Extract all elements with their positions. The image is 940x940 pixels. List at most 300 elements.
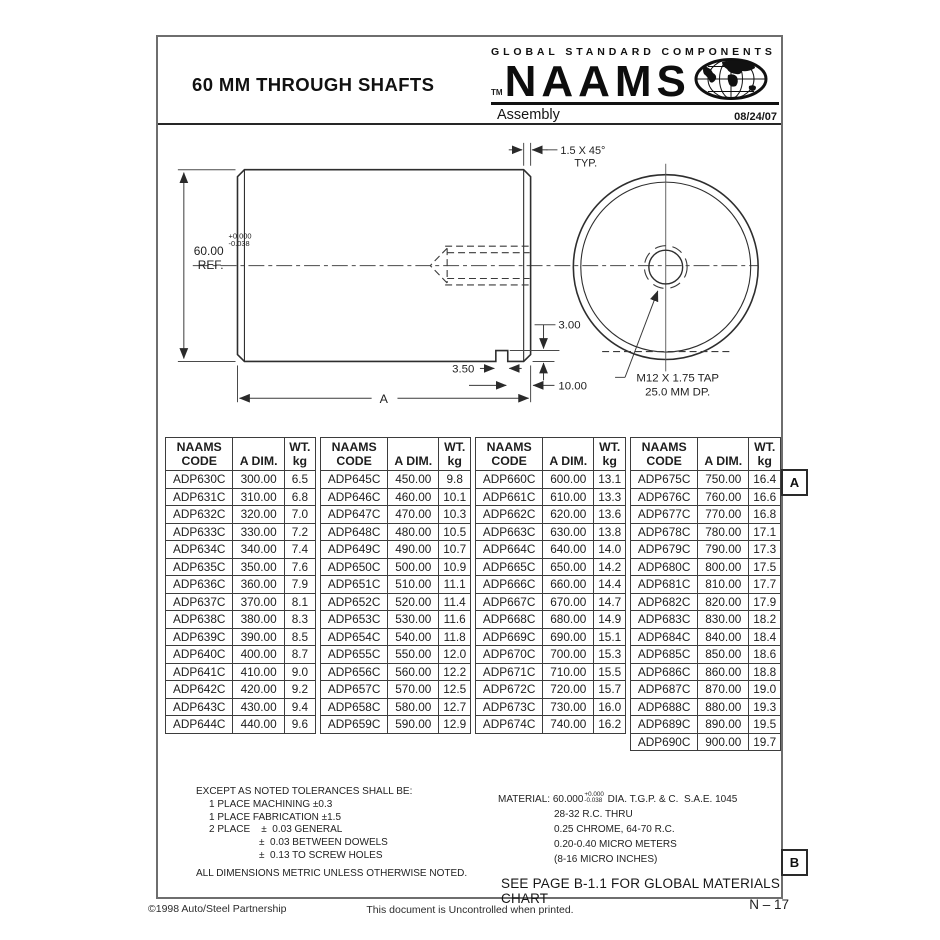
part-weight: 9.8 bbox=[439, 471, 471, 489]
header-row bbox=[321, 438, 471, 471]
part-a-dim: 810.00 bbox=[698, 576, 749, 594]
length-label: A bbox=[379, 392, 388, 407]
part-row bbox=[166, 628, 316, 646]
col-header-a-dim: A DIM. bbox=[388, 438, 439, 471]
part-code: ADP635C bbox=[166, 558, 233, 576]
part-a-dim: 760.00 bbox=[698, 488, 749, 506]
part-a-dim: 410.00 bbox=[233, 663, 284, 681]
part-a-dim: 750.00 bbox=[698, 471, 749, 489]
part-a-dim: 380.00 bbox=[233, 611, 284, 629]
part-code: ADP690C bbox=[631, 733, 698, 751]
part-a-dim: 840.00 bbox=[698, 628, 749, 646]
part-row bbox=[476, 593, 626, 611]
part-weight: 19.7 bbox=[749, 733, 781, 751]
header-row bbox=[631, 438, 781, 471]
part-a-dim: 320.00 bbox=[233, 506, 284, 524]
technical-drawing bbox=[158, 123, 781, 435]
part-weight: 12.0 bbox=[439, 646, 471, 664]
tolerance-note-line: 2 PLACE ± 0.03 GENERAL bbox=[209, 824, 343, 836]
trademark-label: TM bbox=[491, 88, 503, 97]
part-code: ADP636C bbox=[166, 576, 233, 594]
part-a-dim: 850.00 bbox=[698, 646, 749, 664]
material-tol-plus: +0.000 bbox=[584, 791, 604, 798]
material-note-lines bbox=[498, 807, 781, 867]
part-code: ADP684C bbox=[631, 628, 698, 646]
part-code: ADP647C bbox=[321, 506, 388, 524]
col-header-a-dim: A DIM. bbox=[698, 438, 749, 471]
part-code: ADP664C bbox=[476, 541, 543, 559]
revision-date: 08/24/07 bbox=[734, 111, 777, 123]
part-a-dim: 620.00 bbox=[543, 506, 594, 524]
part-weight: 13.1 bbox=[594, 471, 626, 489]
part-row bbox=[476, 523, 626, 541]
length-dimension bbox=[237, 365, 530, 407]
part-row bbox=[631, 681, 781, 699]
part-weight: 9.2 bbox=[284, 681, 315, 699]
part-weight: 17.5 bbox=[749, 558, 781, 576]
part-code: ADP689C bbox=[631, 716, 698, 734]
part-row bbox=[166, 558, 316, 576]
part-code: ADP685C bbox=[631, 646, 698, 664]
header-row bbox=[166, 438, 316, 471]
part-code: ADP639C bbox=[166, 628, 233, 646]
part-weight: 14.4 bbox=[594, 576, 626, 594]
logo-wordmark: NAAMS bbox=[504, 56, 691, 106]
part-code: ADP649C bbox=[321, 541, 388, 559]
parts-table-group bbox=[475, 437, 626, 734]
part-row bbox=[631, 611, 781, 629]
part-a-dim: 790.00 bbox=[698, 541, 749, 559]
part-code: ADP643C bbox=[166, 698, 233, 716]
material-prefix: MATERIAL: 60.000 bbox=[498, 794, 584, 805]
part-weight: 17.7 bbox=[749, 576, 781, 594]
part-a-dim: 690.00 bbox=[543, 628, 594, 646]
part-code: ADP653C bbox=[321, 611, 388, 629]
part-code: ADP658C bbox=[321, 698, 388, 716]
part-a-dim: 550.00 bbox=[388, 646, 439, 664]
parts-table bbox=[165, 437, 781, 751]
part-row bbox=[631, 506, 781, 524]
part-row bbox=[321, 488, 471, 506]
part-a-dim: 480.00 bbox=[388, 523, 439, 541]
part-code: ADP667C bbox=[476, 593, 543, 611]
header-row bbox=[476, 438, 626, 471]
part-a-dim: 740.00 bbox=[543, 716, 594, 734]
part-row bbox=[631, 541, 781, 559]
part-row bbox=[166, 471, 316, 489]
part-weight: 18.4 bbox=[749, 628, 781, 646]
part-row bbox=[631, 663, 781, 681]
part-code: ADP640C bbox=[166, 646, 233, 664]
part-weight: 10.3 bbox=[439, 506, 471, 524]
slot-depth-label: 3.00 bbox=[558, 319, 581, 332]
part-code: ADP646C bbox=[321, 488, 388, 506]
tap-spec-label: M12 X 1.75 TAP bbox=[636, 372, 719, 385]
part-a-dim: 520.00 bbox=[388, 593, 439, 611]
part-a-dim: 640.00 bbox=[543, 541, 594, 559]
part-row bbox=[476, 488, 626, 506]
col-header-wt: WT. kg bbox=[439, 438, 471, 471]
part-a-dim: 500.00 bbox=[388, 558, 439, 576]
part-row bbox=[476, 681, 626, 699]
part-weight: 15.7 bbox=[594, 681, 626, 699]
part-weight: 15.1 bbox=[594, 628, 626, 646]
part-row bbox=[476, 698, 626, 716]
part-code: ADP675C bbox=[631, 471, 698, 489]
part-code: ADP648C bbox=[321, 523, 388, 541]
part-code: ADP645C bbox=[321, 471, 388, 489]
part-a-dim: 820.00 bbox=[698, 593, 749, 611]
part-weight: 16.2 bbox=[594, 716, 626, 734]
part-a-dim: 540.00 bbox=[388, 628, 439, 646]
part-code: ADP638C bbox=[166, 611, 233, 629]
tap-depth-label: 25.0 MM DP. bbox=[645, 386, 711, 399]
part-row bbox=[321, 523, 471, 541]
part-code: ADP673C bbox=[476, 698, 543, 716]
tolerance-note-line: EXCEPT AS NOTED TOLERANCES SHALL BE: bbox=[196, 786, 413, 797]
part-a-dim: 350.00 bbox=[233, 558, 284, 576]
zone-marker-a: A bbox=[781, 469, 808, 496]
part-code: ADP676C bbox=[631, 488, 698, 506]
part-weight: 8.7 bbox=[284, 646, 315, 664]
part-weight: 8.3 bbox=[284, 611, 315, 629]
part-a-dim: 530.00 bbox=[388, 611, 439, 629]
tolerance-note-line: ± 0.13 TO SCREW HOLES bbox=[259, 849, 383, 861]
material-tol-minus: -0.038 bbox=[584, 797, 603, 805]
part-weight: 7.0 bbox=[284, 506, 315, 524]
part-a-dim: 680.00 bbox=[543, 611, 594, 629]
col-header-a-dim: A DIM. bbox=[543, 438, 594, 471]
part-a-dim: 430.00 bbox=[233, 698, 284, 716]
part-row bbox=[631, 716, 781, 734]
part-row bbox=[321, 506, 471, 524]
part-weight: 19.3 bbox=[749, 698, 781, 716]
part-row bbox=[476, 646, 626, 664]
part-weight: 12.9 bbox=[439, 716, 471, 734]
part-a-dim: 700.00 bbox=[543, 646, 594, 664]
part-row bbox=[476, 506, 626, 524]
material-suffix: DIA. T.G.P. & C. S.A.E. 1045 bbox=[604, 794, 738, 805]
col-header-naams-code: NAAMS CODE bbox=[166, 438, 233, 471]
part-a-dim: 610.00 bbox=[543, 488, 594, 506]
part-weight: 13.8 bbox=[594, 523, 626, 541]
part-row bbox=[476, 576, 626, 594]
part-weight: 16.6 bbox=[749, 488, 781, 506]
part-code: ADP631C bbox=[166, 488, 233, 506]
part-code: ADP672C bbox=[476, 681, 543, 699]
part-a-dim: 450.00 bbox=[388, 471, 439, 489]
part-row bbox=[166, 698, 316, 716]
part-weight: 8.5 bbox=[284, 628, 315, 646]
part-weight: 7.6 bbox=[284, 558, 315, 576]
part-a-dim: 490.00 bbox=[388, 541, 439, 559]
part-row bbox=[631, 576, 781, 594]
part-code: ADP680C bbox=[631, 558, 698, 576]
zone-marker-b: B bbox=[781, 849, 808, 876]
footer-copyright: ©1998 Auto/Steel Partnership bbox=[148, 903, 287, 915]
part-weight: 10.9 bbox=[439, 558, 471, 576]
part-weight: 12.2 bbox=[439, 663, 471, 681]
part-weight: 10.5 bbox=[439, 523, 471, 541]
part-a-dim: 860.00 bbox=[698, 663, 749, 681]
part-code: ADP644C bbox=[166, 716, 233, 734]
part-code: ADP657C bbox=[321, 681, 388, 699]
part-row bbox=[321, 628, 471, 646]
part-a-dim: 880.00 bbox=[698, 698, 749, 716]
diameter-dimension bbox=[178, 170, 252, 362]
part-row bbox=[166, 541, 316, 559]
part-a-dim: 590.00 bbox=[388, 716, 439, 734]
part-a-dim: 780.00 bbox=[698, 523, 749, 541]
tolerance-note-line: ± 0.03 BETWEEN DOWELS bbox=[259, 837, 388, 849]
tolerance-note-line: 1 PLACE FABRICATION ±1.5 bbox=[209, 811, 342, 823]
footer-page-number: N – 17 bbox=[749, 897, 789, 912]
part-weight: 15.3 bbox=[594, 646, 626, 664]
part-a-dim: 870.00 bbox=[698, 681, 749, 699]
part-code: ADP651C bbox=[321, 576, 388, 594]
part-a-dim: 670.00 bbox=[543, 593, 594, 611]
part-code: ADP655C bbox=[321, 646, 388, 664]
part-a-dim: 570.00 bbox=[388, 681, 439, 699]
part-weight: 19.0 bbox=[749, 681, 781, 699]
part-code: ADP677C bbox=[631, 506, 698, 524]
part-code: ADP666C bbox=[476, 576, 543, 594]
part-code: ADP650C bbox=[321, 558, 388, 576]
part-row bbox=[476, 628, 626, 646]
part-row bbox=[166, 593, 316, 611]
part-weight: 13.3 bbox=[594, 488, 626, 506]
col-header-naams-code: NAAMS CODE bbox=[476, 438, 543, 471]
part-weight: 15.5 bbox=[594, 663, 626, 681]
part-row bbox=[166, 611, 316, 629]
assembly-label: Assembly bbox=[497, 107, 560, 123]
part-row bbox=[166, 576, 316, 594]
part-weight: 18.2 bbox=[749, 611, 781, 629]
tolerance-notes bbox=[196, 786, 467, 881]
material-note-line: 0.25 CHROME, 64-70 R.C. bbox=[554, 824, 675, 835]
parts-table-group bbox=[320, 437, 471, 734]
col-header-wt: WT. kg bbox=[284, 438, 315, 471]
part-code: ADP654C bbox=[321, 628, 388, 646]
part-code: ADP683C bbox=[631, 611, 698, 629]
part-a-dim: 420.00 bbox=[233, 681, 284, 699]
part-weight: 17.3 bbox=[749, 541, 781, 559]
part-row bbox=[321, 663, 471, 681]
part-a-dim: 400.00 bbox=[233, 646, 284, 664]
part-code: ADP630C bbox=[166, 471, 233, 489]
part-code: ADP637C bbox=[166, 593, 233, 611]
part-code: ADP632C bbox=[166, 506, 233, 524]
part-code: ADP663C bbox=[476, 523, 543, 541]
chamfer-dimension bbox=[509, 143, 606, 170]
part-code: ADP633C bbox=[166, 523, 233, 541]
part-row bbox=[631, 558, 781, 576]
part-row bbox=[321, 611, 471, 629]
part-row bbox=[166, 488, 316, 506]
part-row bbox=[631, 628, 781, 646]
col-header-a-dim: A DIM. bbox=[233, 438, 284, 471]
part-weight: 9.0 bbox=[284, 663, 315, 681]
part-weight: 11.8 bbox=[439, 628, 471, 646]
chamfer-typ-label: TYP. bbox=[574, 157, 598, 170]
part-a-dim: 330.00 bbox=[233, 523, 284, 541]
part-weight: 17.9 bbox=[749, 593, 781, 611]
part-weight: 14.2 bbox=[594, 558, 626, 576]
part-row bbox=[166, 716, 316, 734]
part-a-dim: 300.00 bbox=[233, 471, 284, 489]
part-code: ADP681C bbox=[631, 576, 698, 594]
part-row bbox=[631, 733, 781, 751]
part-weight: 18.8 bbox=[749, 663, 781, 681]
part-weight: 17.1 bbox=[749, 523, 781, 541]
part-a-dim: 830.00 bbox=[698, 611, 749, 629]
logo-tagline: GLOBAL STANDARD COMPONENTS bbox=[491, 46, 776, 58]
part-code: ADP679C bbox=[631, 541, 698, 559]
part-row bbox=[631, 698, 781, 716]
slot-dimensions bbox=[452, 320, 587, 393]
part-weight: 14.9 bbox=[594, 611, 626, 629]
part-code: ADP686C bbox=[631, 663, 698, 681]
part-a-dim: 890.00 bbox=[698, 716, 749, 734]
part-a-dim: 370.00 bbox=[233, 593, 284, 611]
part-a-dim: 710.00 bbox=[543, 663, 594, 681]
dia-tol-minus: -0.038 bbox=[228, 239, 250, 249]
globe-icon bbox=[694, 58, 768, 100]
part-a-dim: 630.00 bbox=[543, 523, 594, 541]
tolerance-note-line: ALL DIMENSIONS METRIC UNLESS OTHERWISE NOTED. bbox=[196, 867, 468, 879]
part-a-dim: 580.00 bbox=[388, 698, 439, 716]
header bbox=[158, 37, 781, 125]
part-weight: 7.2 bbox=[284, 523, 315, 541]
slot-offset-label: 10.00 bbox=[558, 380, 587, 393]
part-a-dim: 600.00 bbox=[543, 471, 594, 489]
part-code: ADP661C bbox=[476, 488, 543, 506]
part-row bbox=[321, 576, 471, 594]
part-row bbox=[166, 646, 316, 664]
part-row bbox=[631, 593, 781, 611]
part-a-dim: 720.00 bbox=[543, 681, 594, 699]
part-row bbox=[321, 681, 471, 699]
part-weight: 11.4 bbox=[439, 593, 471, 611]
footer-note: This document is Uncontrolled when printed. bbox=[366, 904, 574, 916]
part-a-dim: 340.00 bbox=[233, 541, 284, 559]
part-weight: 16.0 bbox=[594, 698, 626, 716]
part-row bbox=[476, 663, 626, 681]
part-row bbox=[321, 471, 471, 489]
dia-tol-plus: +0.000 bbox=[228, 231, 252, 241]
part-row bbox=[631, 488, 781, 506]
material-note-line: (8-16 MICRO INCHES) bbox=[554, 854, 658, 865]
part-weight: 11.1 bbox=[439, 576, 471, 594]
part-weight: 6.5 bbox=[284, 471, 315, 489]
part-weight: 18.6 bbox=[749, 646, 781, 664]
part-code: ADP660C bbox=[476, 471, 543, 489]
part-code: ADP688C bbox=[631, 698, 698, 716]
part-code: ADP682C bbox=[631, 593, 698, 611]
part-weight: 16.8 bbox=[749, 506, 781, 524]
part-a-dim: 730.00 bbox=[543, 698, 594, 716]
part-row bbox=[321, 716, 471, 734]
end-view bbox=[573, 164, 758, 399]
part-weight: 12.7 bbox=[439, 698, 471, 716]
part-weight: 7.4 bbox=[284, 541, 315, 559]
part-row bbox=[476, 558, 626, 576]
part-row bbox=[476, 716, 626, 734]
part-code: ADP634C bbox=[166, 541, 233, 559]
slot-width-label: 3.50 bbox=[452, 363, 475, 376]
part-code: ADP641C bbox=[166, 663, 233, 681]
part-row bbox=[631, 646, 781, 664]
page-title: 60 MM THROUGH SHAFTS bbox=[192, 74, 435, 95]
material-note-line: 0.20-0.40 MICRO METERS bbox=[554, 839, 677, 850]
chamfer-label: 1.5 X 45° bbox=[560, 144, 606, 157]
part-code: ADP662C bbox=[476, 506, 543, 524]
part-row bbox=[166, 663, 316, 681]
part-code: ADP674C bbox=[476, 716, 543, 734]
part-row bbox=[631, 471, 781, 489]
dia-ref: REF. bbox=[197, 258, 224, 273]
part-a-dim: 900.00 bbox=[698, 733, 749, 751]
dia-value: 60.00 bbox=[193, 244, 224, 259]
part-a-dim: 560.00 bbox=[388, 663, 439, 681]
part-row bbox=[321, 698, 471, 716]
col-header-wt: WT. kg bbox=[749, 438, 781, 471]
part-row bbox=[166, 506, 316, 524]
logo-main bbox=[491, 56, 779, 106]
part-code: ADP642C bbox=[166, 681, 233, 699]
part-weight: 14.0 bbox=[594, 541, 626, 559]
part-a-dim: 510.00 bbox=[388, 576, 439, 594]
part-weight: 13.6 bbox=[594, 506, 626, 524]
material-notes bbox=[498, 792, 781, 906]
col-header-wt: WT. kg bbox=[594, 438, 626, 471]
part-weight: 11.6 bbox=[439, 611, 471, 629]
part-weight: 8.1 bbox=[284, 593, 315, 611]
col-header-naams-code: NAAMS CODE bbox=[631, 438, 698, 471]
part-weight: 10.1 bbox=[439, 488, 471, 506]
part-code: ADP665C bbox=[476, 558, 543, 576]
naams-logo bbox=[491, 46, 779, 123]
part-code: ADP678C bbox=[631, 523, 698, 541]
col-header-naams-code: NAAMS CODE bbox=[321, 438, 388, 471]
part-code: ADP671C bbox=[476, 663, 543, 681]
material-tolerance-stack bbox=[584, 792, 603, 805]
part-row bbox=[321, 646, 471, 664]
see-page-note: SEE PAGE B-1.1 FOR GLOBAL MATERIALS CHART bbox=[501, 876, 781, 906]
part-weight: 19.5 bbox=[749, 716, 781, 734]
part-row bbox=[166, 681, 316, 699]
part-a-dim: 460.00 bbox=[388, 488, 439, 506]
part-weight: 16.4 bbox=[749, 471, 781, 489]
part-a-dim: 470.00 bbox=[388, 506, 439, 524]
part-weight: 12.5 bbox=[439, 681, 471, 699]
part-weight: 10.7 bbox=[439, 541, 471, 559]
part-weight: 9.4 bbox=[284, 698, 315, 716]
parts-table-group bbox=[165, 437, 316, 734]
part-row bbox=[476, 471, 626, 489]
part-row bbox=[166, 523, 316, 541]
part-code: ADP659C bbox=[321, 716, 388, 734]
part-a-dim: 650.00 bbox=[543, 558, 594, 576]
parts-table-group bbox=[630, 437, 781, 751]
part-a-dim: 800.00 bbox=[698, 558, 749, 576]
material-spec-line bbox=[498, 792, 781, 807]
part-a-dim: 660.00 bbox=[543, 576, 594, 594]
part-weight: 14.7 bbox=[594, 593, 626, 611]
part-code: ADP656C bbox=[321, 663, 388, 681]
part-weight: 9.6 bbox=[284, 716, 315, 734]
part-a-dim: 390.00 bbox=[233, 628, 284, 646]
